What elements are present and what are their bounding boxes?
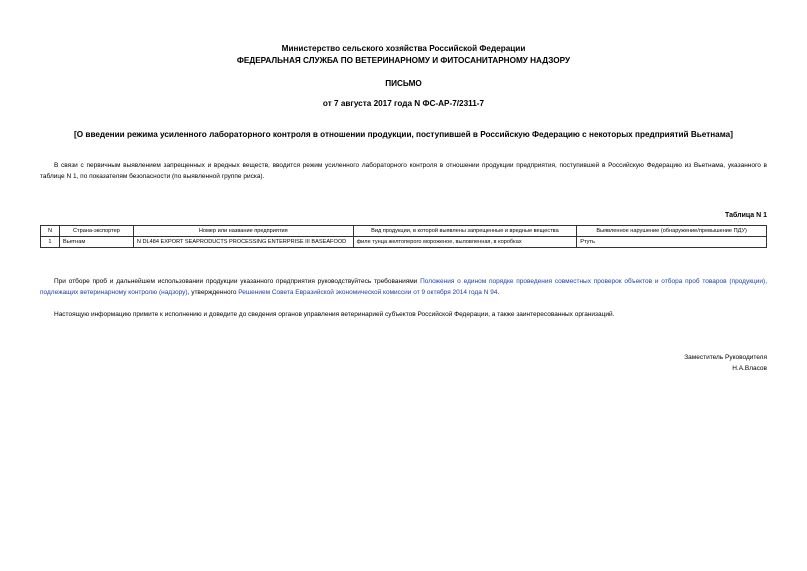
col-header-n: N bbox=[41, 226, 60, 237]
decision-link[interactable]: Решением Совета Евразийской экономической комиссии от 9 октября 2014 года N 94 bbox=[238, 289, 498, 296]
document-title: [О введении режима усиленного лабораторного контроля в отношении продукции, поступившей в Российскую Федерацию с некоторых предприятий Вьетнама] bbox=[74, 130, 733, 139]
ministry-name: Министерство сельского хозяйства Российской Федерации bbox=[281, 44, 526, 53]
requirements-text-middle: , утвержденного bbox=[187, 289, 239, 296]
regulation-link[interactable]: Положения о едином порядке проведения совместных проверок объектов и отбора проб товаров (продукции), подлежащих ветеринарному контролю (надзору) bbox=[40, 278, 767, 296]
requirements-text-before: При отборе проб и дальнейшем использовании продукции указанного предприятия руководствуйтесь требованиями bbox=[54, 278, 421, 285]
instruction-text: Настоящую информацию примите к исполнению и доведите до сведения органов управления ветеринарией субъектов Российской Федерации, а также заинтересованных организаций. bbox=[54, 311, 615, 318]
col-header-product: Вид продукции, в которой выявлены запрещенные и вредные вещества bbox=[353, 226, 577, 237]
cell-product: филе тунца желтоперого мороженое, выловленная, в коробках bbox=[353, 237, 577, 248]
cell-violation: Ртуть bbox=[577, 237, 767, 248]
requirements-paragraph bbox=[40, 276, 767, 298]
signer-name: Н.А.Власов bbox=[732, 365, 767, 372]
col-header-enterprise: Номер или название предприятия bbox=[133, 226, 353, 237]
signature-block bbox=[684, 352, 767, 374]
requirements-text-end: . bbox=[497, 289, 500, 296]
col-header-country: Страна-экспортер bbox=[59, 226, 133, 237]
document-type: ПИСЬМО bbox=[385, 79, 422, 88]
cell-enterprise: N DL484 EXPORT SEAPRODUCTS PROCESSING ENTERPRISE III BASEAFOOD bbox=[133, 237, 353, 248]
intro-text: В связи с первичным выявлением запрещенных и вредных веществ, вводится режим усиленного лабораторного контроля в отношении продукции предприятия, поступившей в Российскую Федерацию из Вьетнама, указанного в таблице N 1, по показателям безопасности (по выявленной группе риска). bbox=[40, 162, 767, 180]
table-header-row bbox=[41, 226, 767, 237]
instruction-paragraph bbox=[40, 309, 767, 320]
document-date-number: от 7 августа 2017 года N ФС-АР-7/2311-7 bbox=[322, 99, 485, 108]
cell-country: Вьетнам bbox=[59, 237, 133, 248]
signer-position: Заместитель Руководителя bbox=[684, 354, 767, 361]
col-header-violation: Выявленное нарушение (обнаружение/превышение ПДУ) bbox=[577, 226, 767, 237]
enterprise-table bbox=[40, 225, 767, 248]
intro-paragraph bbox=[40, 160, 767, 182]
service-name: ФЕДЕРАЛЬНАЯ СЛУЖБА ПО ВЕТЕРИНАРНОМУ И ФИТОСАНИТАРНОМУ НАДЗОРУ bbox=[236, 56, 571, 65]
table-row bbox=[41, 237, 767, 248]
table-label: Таблица N 1 bbox=[724, 212, 767, 219]
cell-n: 1 bbox=[41, 237, 60, 248]
